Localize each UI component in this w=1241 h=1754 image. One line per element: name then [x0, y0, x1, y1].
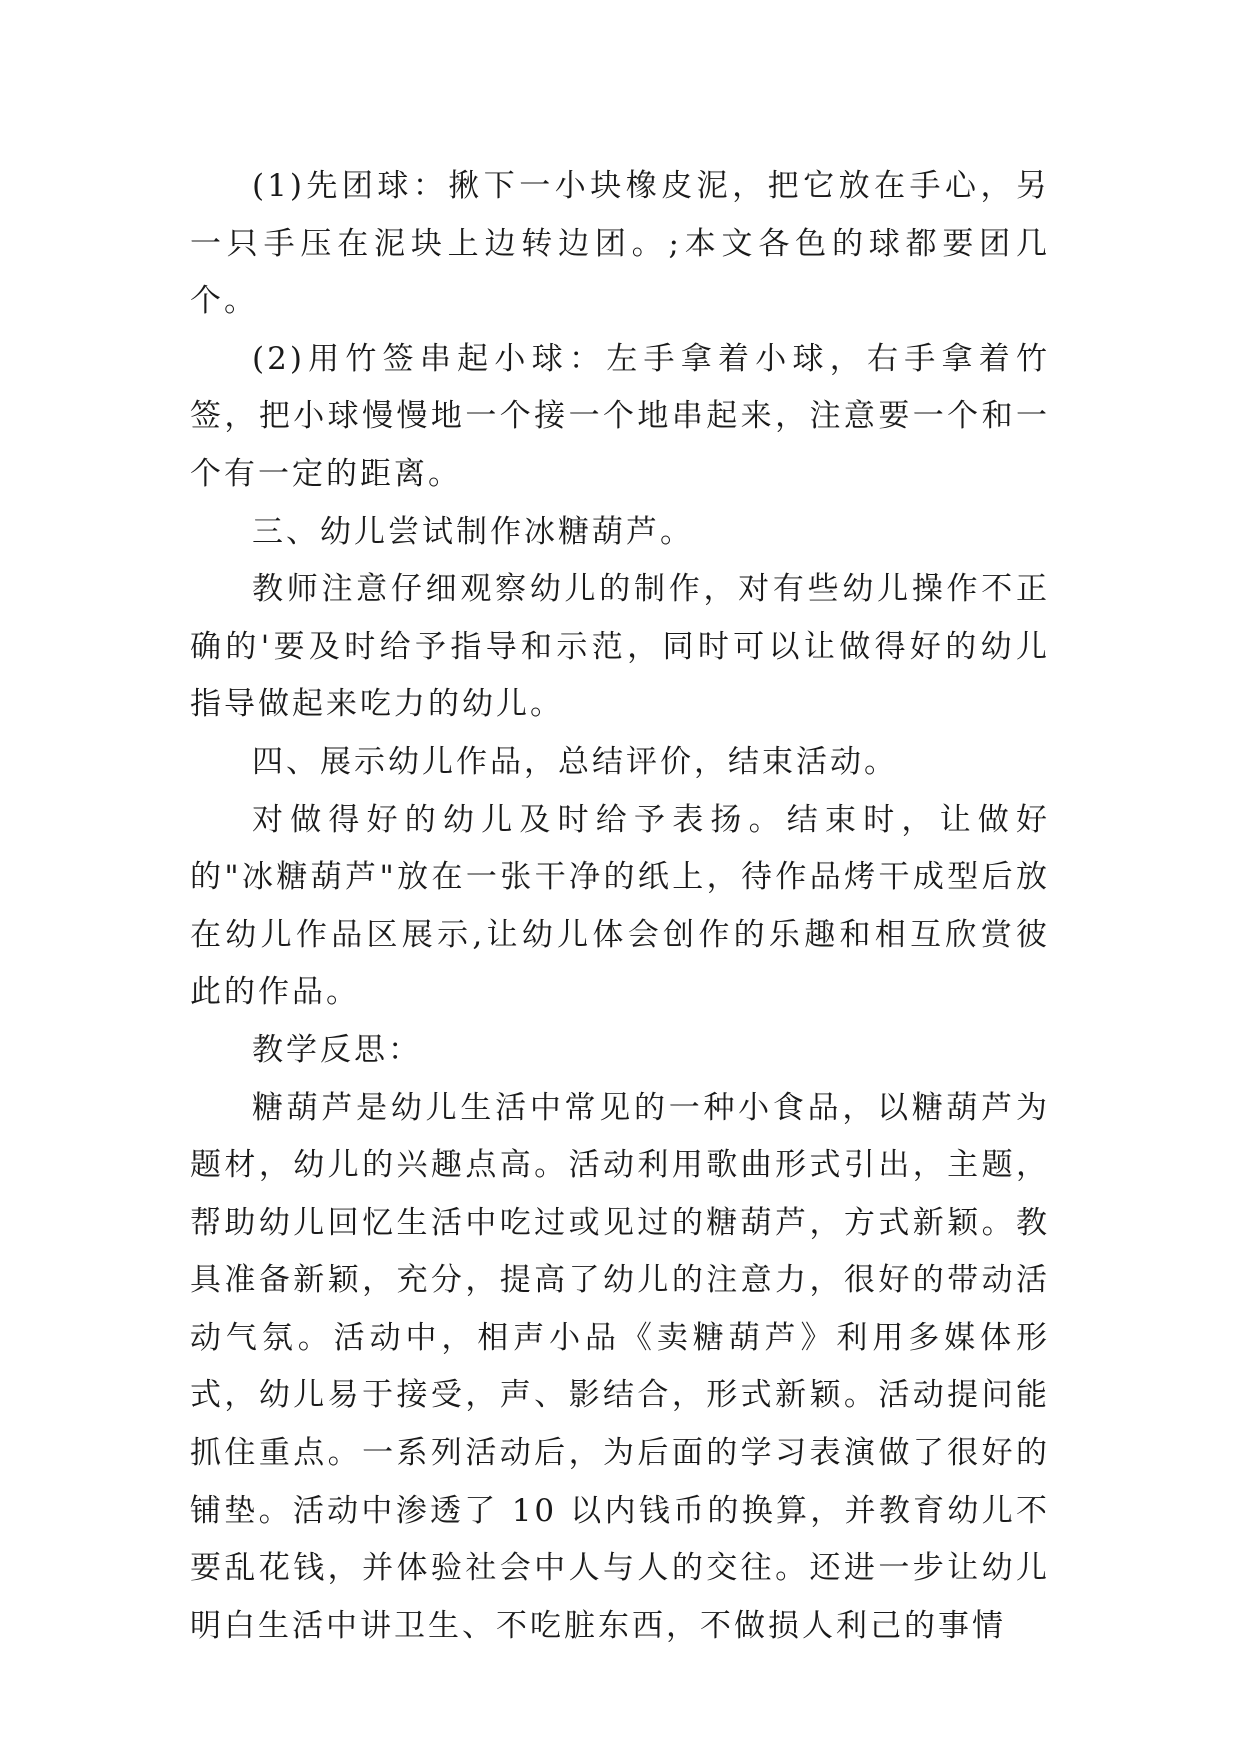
- paragraph-reflection-body: 糖葫芦是幼儿生活中常见的一种小食品，以糖葫芦为题材，幼儿的兴趣点高。活动利用歌曲形式引出，主题，帮助幼儿回忆生活中吃过或见过的糖葫芦，方式新颖。教具准备新颖，充分，提高了幼儿的注意力，很好的带动活动气氛。活动中，相声小品《卖糖葫芦》利用多媒体形式，幼儿易于接受，声、影结合，形式新颖。活动提问能抓住重点。一系列活动后，为后面的学习表演做了很好的铺垫。活动中渗透了 10 以内钱币的换算，并教育幼儿不要乱花钱，并体验社会中人与人的交往。还进一步让幼儿明白生活中讲卫生、不吃脏东西，不做损人利己的事情: [190, 1089, 1050, 1644]
- document-body: [190, 158, 1050, 1655]
- section-heading-teaching-reflection: 教学反思：: [252, 1031, 422, 1068]
- section-heading-children-try: 三、幼儿尝试制作冰糖葫芦。: [252, 513, 694, 550]
- section-heading-display-works: 四、展示幼儿作品，总结评价，结束活动。: [252, 743, 898, 780]
- paragraph-step-roll-balls: (1)先团球：揪下一小块橡皮泥，把它放在手心，另一只手压在泥块上边转边团。;本文各色的球都要团几个。: [190, 168, 1050, 320]
- paragraph-teacher-observe: 教师注意仔细观察幼儿的制作，对有些幼儿操作不正确的'要及时给予指导和示范，同时可以让做得好的幼儿指导做起来吃力的幼儿。: [190, 571, 1050, 723]
- paragraph-praise-display: 对做得好的幼儿及时给予表扬。结束时，让做好的"冰糖葫芦"放在一张干净的纸上，待作品烤干成型后放在幼儿作品区展示,让幼儿体会创作的乐趣和相互欣赏彼此的作品。: [190, 801, 1050, 1011]
- paragraph-step-skewer-balls: (2)用竹签串起小球：左手拿着小球，右手拿着竹签，把小球慢慢地一个接一个地串起来，注意要一个和一个有一定的距离。: [190, 340, 1050, 492]
